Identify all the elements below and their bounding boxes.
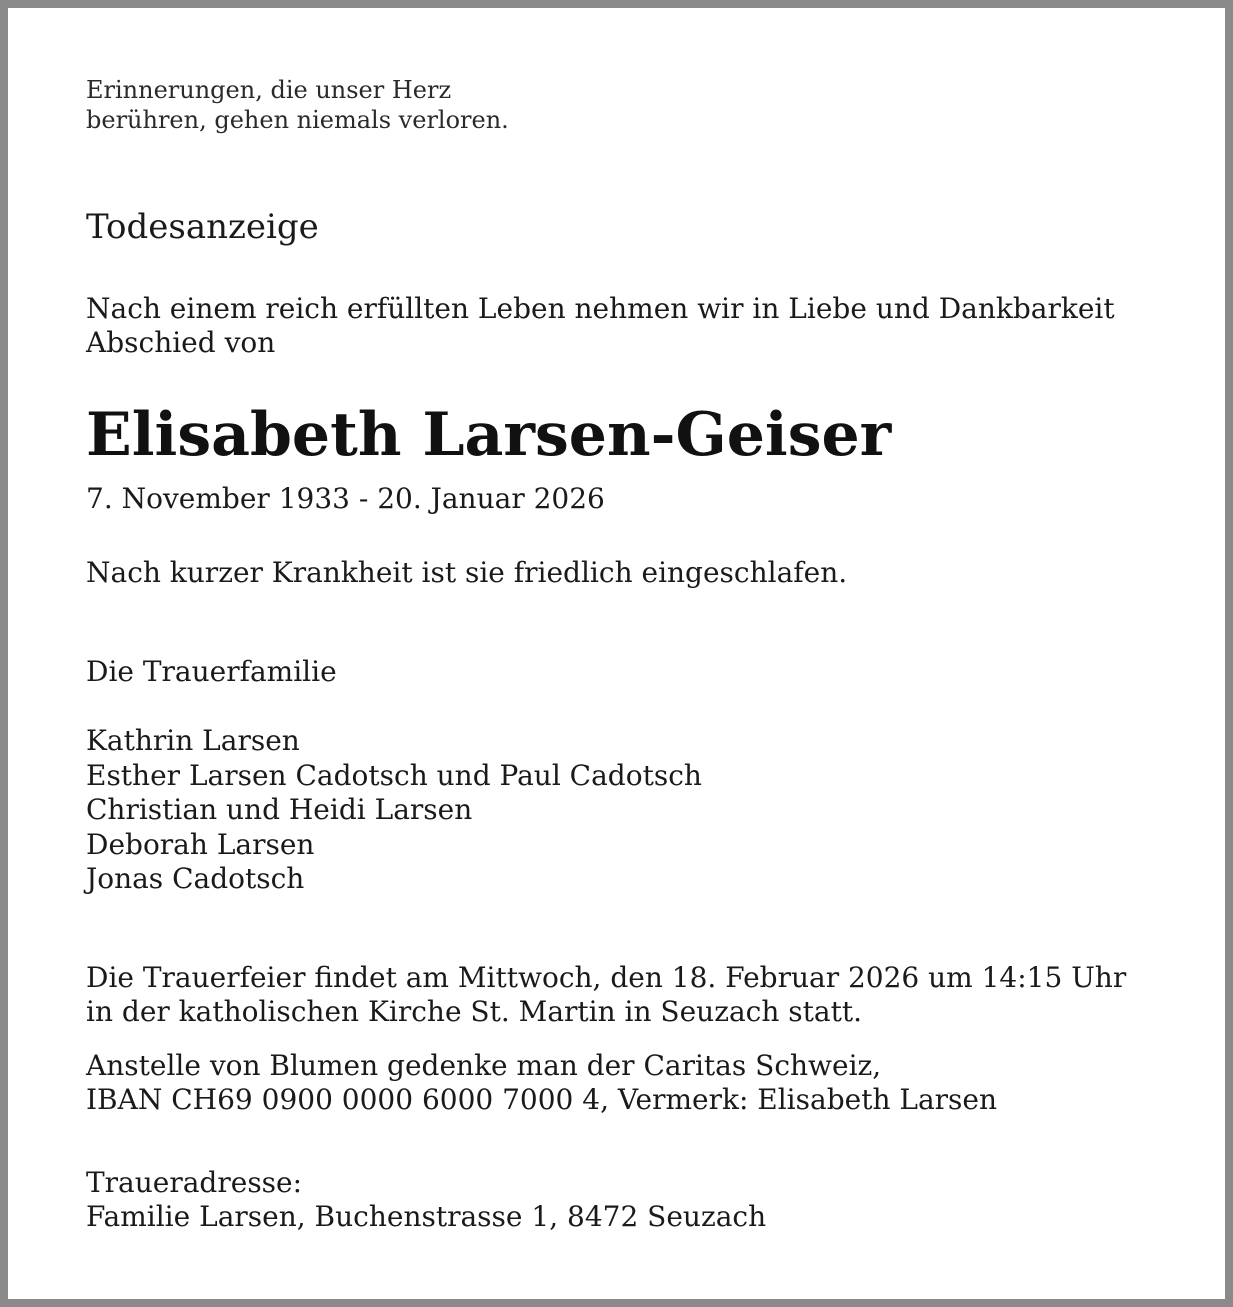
family-member: Kathrin Larsen: [86, 724, 300, 757]
service-line-1: Die Trauerfeier findet am Mittwoch, den 18. Februar 2026 um 14:15 Uhr: [86, 961, 1127, 994]
family-member: Christian und Heidi Larsen: [86, 793, 473, 826]
obituary-page: [8, 8, 1225, 1299]
service-line-2: in der katholischen Kirche St. Martin in Seuzach statt.: [86, 995, 862, 1028]
family-title: Die Trauerfamilie: [86, 655, 337, 688]
passing-statement: Nach kurzer Krankheit ist sie friedlich eingeschlafen.: [86, 556, 848, 589]
deceased-dates: 7. November 1933 - 20. Januar 2026: [86, 482, 605, 515]
motto-line-2: berühren, gehen niemals verloren.: [86, 106, 509, 134]
intro-line-2: Abschied von: [86, 326, 276, 359]
donation-line-1: Anstelle von Blumen gedenke man der Caritas Schweiz,: [86, 1049, 882, 1082]
family-member: Jonas Cadotsch: [86, 862, 305, 895]
intro-line-1: Nach einem reich erfüllten Leben nehmen wir in Liebe und Dankbarkeit: [86, 292, 1115, 325]
family-member: Deborah Larsen: [86, 828, 315, 861]
deceased-name: Elisabeth Larsen-Geiser: [86, 400, 892, 470]
address-label: Traueradresse:: [86, 1166, 303, 1199]
address-value: Familie Larsen, Buchenstrasse 1, 8472 Seuzach: [86, 1200, 767, 1233]
donation-line-2: IBAN CH69 0900 0000 6000 7000 4, Vermerk: Elisabeth Larsen: [86, 1083, 998, 1116]
page-title: Todesanzeige: [86, 207, 319, 247]
family-member: Esther Larsen Cadotsch und Paul Cadotsch: [86, 759, 702, 792]
motto-line-1: Erinnerungen, die unser Herz: [86, 76, 452, 104]
